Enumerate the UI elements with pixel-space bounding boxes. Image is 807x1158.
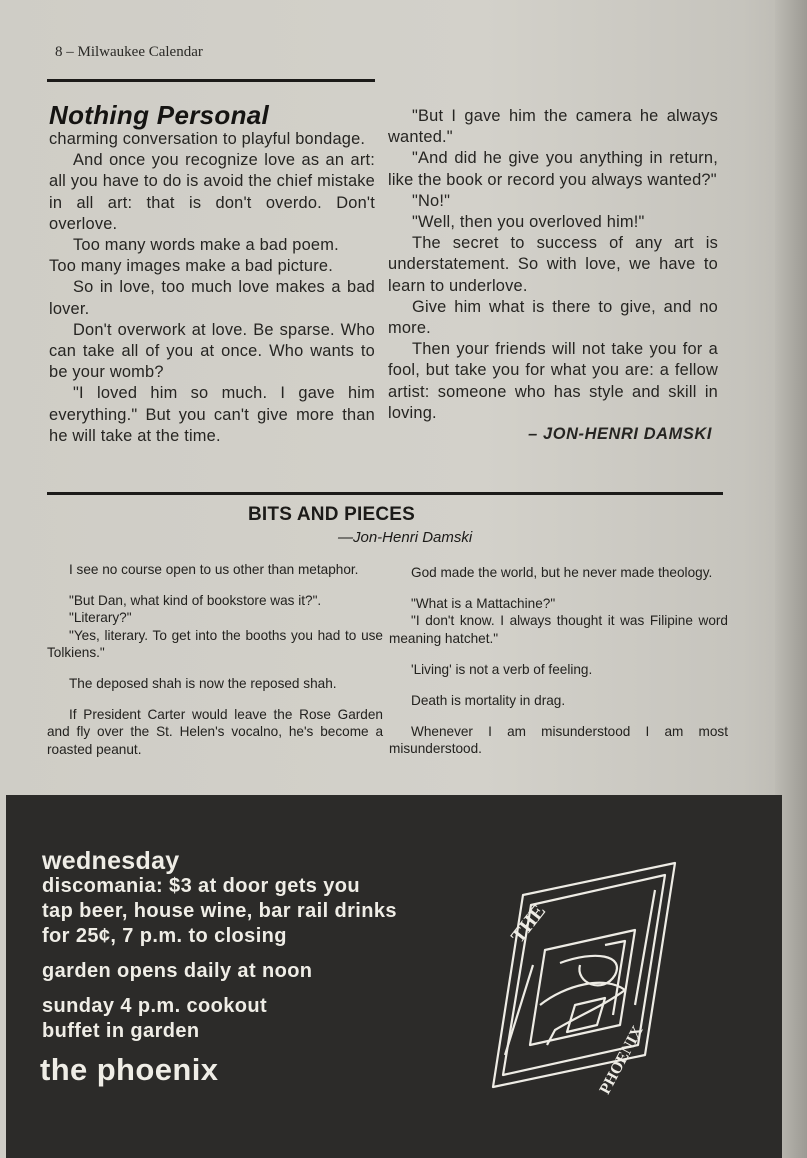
bits-item: 'Living' is not a verb of feeling.: [411, 661, 593, 677]
article-left-column: [49, 101, 375, 447]
bits-item: "But Dan, what kind of bookstore was it?".: [69, 593, 322, 609]
bits-item: I see no course open to us other than metaphor.: [69, 562, 359, 577]
article-paragraph: Too many images make a bad picture.: [49, 257, 333, 276]
ad-line: discomania: $3 at door gets you: [42, 875, 361, 897]
bits-item: God made the world, but he never made theology.: [411, 565, 713, 580]
article-paragraph: Give him what is there to give, and no more.: [388, 297, 718, 338]
article-paragraph: "And did he give you anything in return, like the book or record you always wanted?": [388, 149, 718, 189]
bits-byline: —Jon-Henri Damski: [338, 529, 473, 546]
article-byline: – JON-HENRI DAMSKI: [528, 425, 712, 444]
article-paragraph: "Well, then you overloved him!": [412, 213, 645, 232]
ad-line: sunday 4 p.m. cookout: [42, 995, 268, 1017]
article-title: Nothing Personal: [49, 100, 270, 130]
bits-item: "I don't know. I always thought it was Filipine word meaning hatchet.": [389, 613, 728, 646]
ad-line: tap beer, house wine, bar rail drinks: [42, 900, 397, 922]
bits-left-column: [47, 561, 383, 758]
bits-right-column: [389, 564, 728, 758]
article-paragraph: And once you recognize love as an art: all you have to do is avoid the chief mistake in all art: that is don't overdo. Don't overlove.: [49, 151, 375, 233]
article-paragraph: So in love, too much love makes a bad lover.: [49, 278, 375, 318]
article-paragraph: Don't overwork at love. Be sparse. Who can take all of you at once. Who wants to be your womb?: [49, 320, 375, 382]
ad-line: garden opens daily at noon: [42, 960, 313, 982]
logo-text-top: THE: [506, 900, 551, 948]
bits-item: "Yes, literary. To get into the booths you had to use Tolkiens.": [47, 627, 383, 660]
bits-item: Death is mortality in drag.: [411, 693, 566, 709]
section-divider-rule: [47, 492, 723, 495]
article-paragraph: "But I gave him the camera he always wanted.": [388, 107, 718, 147]
article-paragraph: Too many words make a bad poem.: [73, 236, 339, 255]
bits-item: Whenever I am misunderstood I am most misunderstood.: [389, 724, 728, 757]
phoenix-logo-icon: [485, 855, 685, 1105]
ad-day: wednesday: [42, 847, 180, 875]
ad-line: for 25¢, 7 p.m. to closing: [42, 925, 287, 947]
bits-item: If President Carter would leave the Rose Garden and fly over the St. Helen's vocalno, he's become a roasted peanut.: [47, 707, 383, 757]
bits-item: The deposed shah is now the reposed shah.: [69, 676, 337, 692]
article-top-rule: [47, 79, 375, 82]
article-right-column: [388, 106, 718, 445]
article-paragraph: "I loved him so much. I gave him everything." But you can't give more than he will take at the time.: [49, 384, 375, 445]
article-paragraph: The secret to success of any art is understatement. So with love, we have to learn to underlove.: [388, 234, 718, 295]
article-paragraph: Then your friends will not take you for a fool, but take you for what you are: a fellow artist: someone who has style and skill in loving.: [388, 340, 718, 422]
bits-item: "Literary?": [69, 610, 132, 626]
running-head: 8 – Milwaukee Calendar: [55, 44, 203, 60]
ad-line: buffet in garden: [42, 1020, 200, 1042]
bits-title: BITS AND PIECES: [248, 504, 415, 525]
ad-venue-name: the phoenix: [40, 1052, 219, 1087]
bits-item: "What is a Mattachine?": [411, 596, 556, 612]
logo-text-bottom: PHOENIX: [596, 1023, 647, 1098]
ad-copy: [42, 848, 397, 1044]
article-paragraph: charming conversation to playful bondage.: [49, 130, 366, 148]
article-paragraph: "No!": [412, 191, 451, 210]
